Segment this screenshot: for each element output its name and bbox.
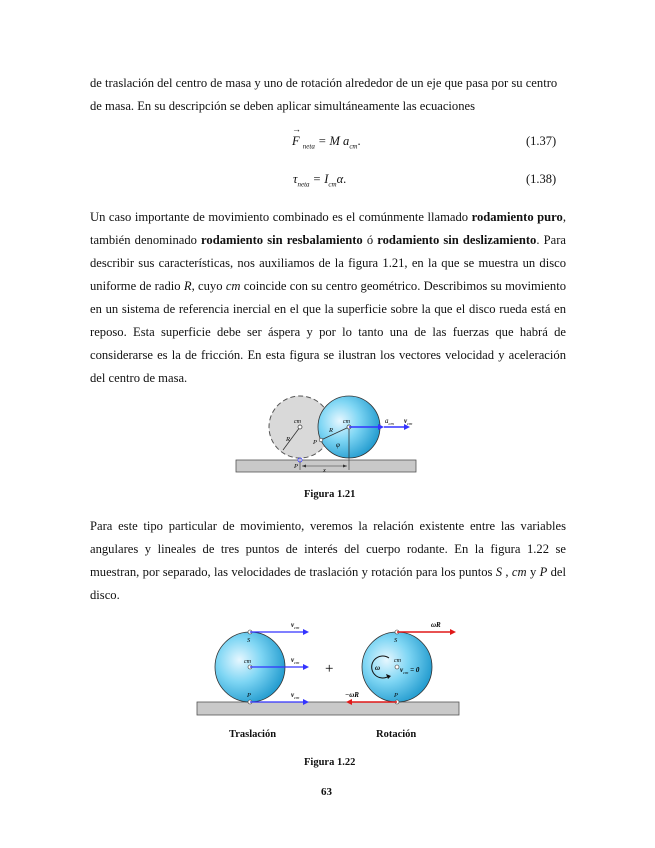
plus-sign: + xyxy=(325,661,334,677)
term-sin-resbalamiento: rodamiento sin resbalamiento xyxy=(201,233,363,247)
eq2-mid-sub: cm xyxy=(328,180,337,189)
fig121-label-x: x xyxy=(323,467,326,474)
particular-text-1: Para este tipo particular de movimiento, veremos la relación existente entre las variables angulares y lineales de tres puntos de interés del cuerpo rodante. En la figura 1.22 se muestran, por separado, las velocidades de traslación y rotación para los puntos xyxy=(90,519,566,579)
equation-1-37: F → $_{neta}$ = M $a_{cm}$. xyxy=(292,124,361,151)
fig121-label-a: $a_{cm}$ xyxy=(385,417,394,426)
fig121-label-P1: P xyxy=(294,463,298,470)
particular-text-3: y xyxy=(526,565,540,579)
fig121-label-cm2: cm xyxy=(343,419,350,425)
paragraph-intro xyxy=(90,72,566,118)
eq1-lhs-sub: neta xyxy=(302,142,315,151)
rolling-text-5: , cuyo xyxy=(191,279,226,293)
label-rotacion: Rotación xyxy=(376,729,417,740)
paragraph-particular xyxy=(90,515,566,607)
fig122-vcm-label-top: $v_{cm}$ xyxy=(291,621,300,630)
fig121-label-R1: R xyxy=(286,436,290,443)
equation-1-38 xyxy=(293,172,346,189)
fig122-label-omega: ω xyxy=(375,664,381,672)
var-S: S xyxy=(495,565,503,579)
figure-1-22 xyxy=(195,618,463,720)
fig121-label-phi: φ xyxy=(336,441,340,449)
term-rodamiento-puro: rodamiento puro xyxy=(471,210,563,224)
particular-text-4: del disco. xyxy=(90,565,567,602)
particular-text-2: , xyxy=(502,565,512,579)
fig122-label-omegaR: ωR xyxy=(431,621,441,629)
eq2-alpha: α xyxy=(336,172,344,186)
floor-surface-2 xyxy=(197,702,459,715)
label-traslacion: Traslación xyxy=(229,729,277,740)
rolling-text-2: , también denominado xyxy=(90,210,566,247)
equation-number-1-37: (1.37) xyxy=(526,134,557,148)
fig122-label-S-right: S xyxy=(394,637,398,644)
fig121-label-cm1: cm xyxy=(294,419,301,425)
paragraph-rolling xyxy=(90,206,566,390)
intro-line-1: de traslación del centro de masa y uno de rotación alrededor de un eje que pasa por su centro xyxy=(90,76,558,90)
eq2-tail: . xyxy=(343,172,347,186)
eq1-lhs: F xyxy=(292,134,300,148)
fig122-label-S-left: S xyxy=(247,637,251,644)
eq1-mid: = M a xyxy=(317,134,350,148)
eq2-mid: = I xyxy=(312,172,329,186)
eq2-lhs-sub: neta xyxy=(297,180,310,189)
eq1-mid-sub: cm xyxy=(349,142,358,151)
page-number: 63 xyxy=(321,786,332,798)
fig122-label-cm-right: cm xyxy=(394,658,401,664)
eq1-tail: . xyxy=(357,134,361,148)
fig122-label-P-left: P xyxy=(247,692,251,699)
intro-line-2: de masa. En su descripción se deben aplicar simultáneamente las ecuaciones xyxy=(90,99,476,113)
fig121-label-P2: P xyxy=(313,439,317,446)
fig122-label-vcm0: $v_{cm} = 0$ xyxy=(400,666,420,675)
figure-1-21-caption: Figura 1.21 xyxy=(304,489,356,500)
eq2-lhs: τ xyxy=(293,172,298,186)
var-P: P xyxy=(539,565,548,579)
rolling-text-3: ó xyxy=(362,233,378,247)
fig122-label-minus-omegaR: −ωR xyxy=(345,691,359,699)
rolling-text-4: . Para describir sus características, nos auxiliamos de la figura 1.21, en la que se muestra un disco uniforme de radio xyxy=(90,233,566,293)
term-sin-deslizamiento: rodamiento sin deslizamiento xyxy=(377,233,537,247)
fig122-label-P-right: P xyxy=(394,692,398,699)
fig122-label-cm-left: cm xyxy=(244,659,251,665)
rolling-text-6: coincide con su centro geométrico. Describimos su movimiento en un sistema de referencia inercial en el que la superficie sobre la que el disco rueda está en reposo. Esta superficie debe ser áspera y por lo tanto una de las fuerzas que habrá de considerarse es la de fricción. En esta figura se ilustran los vectores velocidad y aceleración del centro de masa. xyxy=(90,279,566,385)
rolling-text-1: Un caso importante de movimiento combinado es el comúnmente llamado xyxy=(90,210,472,224)
fig121-label-R2: R xyxy=(329,427,333,434)
fig121-label-v: $v_{cm}$ xyxy=(404,417,413,426)
var-R: R xyxy=(183,279,192,293)
figure-1-21 xyxy=(228,385,428,477)
equation-number-1-38: (1.38) xyxy=(526,172,557,186)
figure-1-22-caption: Figura 1.22 xyxy=(304,757,356,768)
fig122-vcm-label-center: $v_{cm}$ xyxy=(291,656,300,665)
var-cm-2: cm xyxy=(511,565,527,579)
fig122-vcm-label-bottom: $v_{cm}$ xyxy=(291,691,300,700)
var-cm: cm xyxy=(225,279,241,293)
